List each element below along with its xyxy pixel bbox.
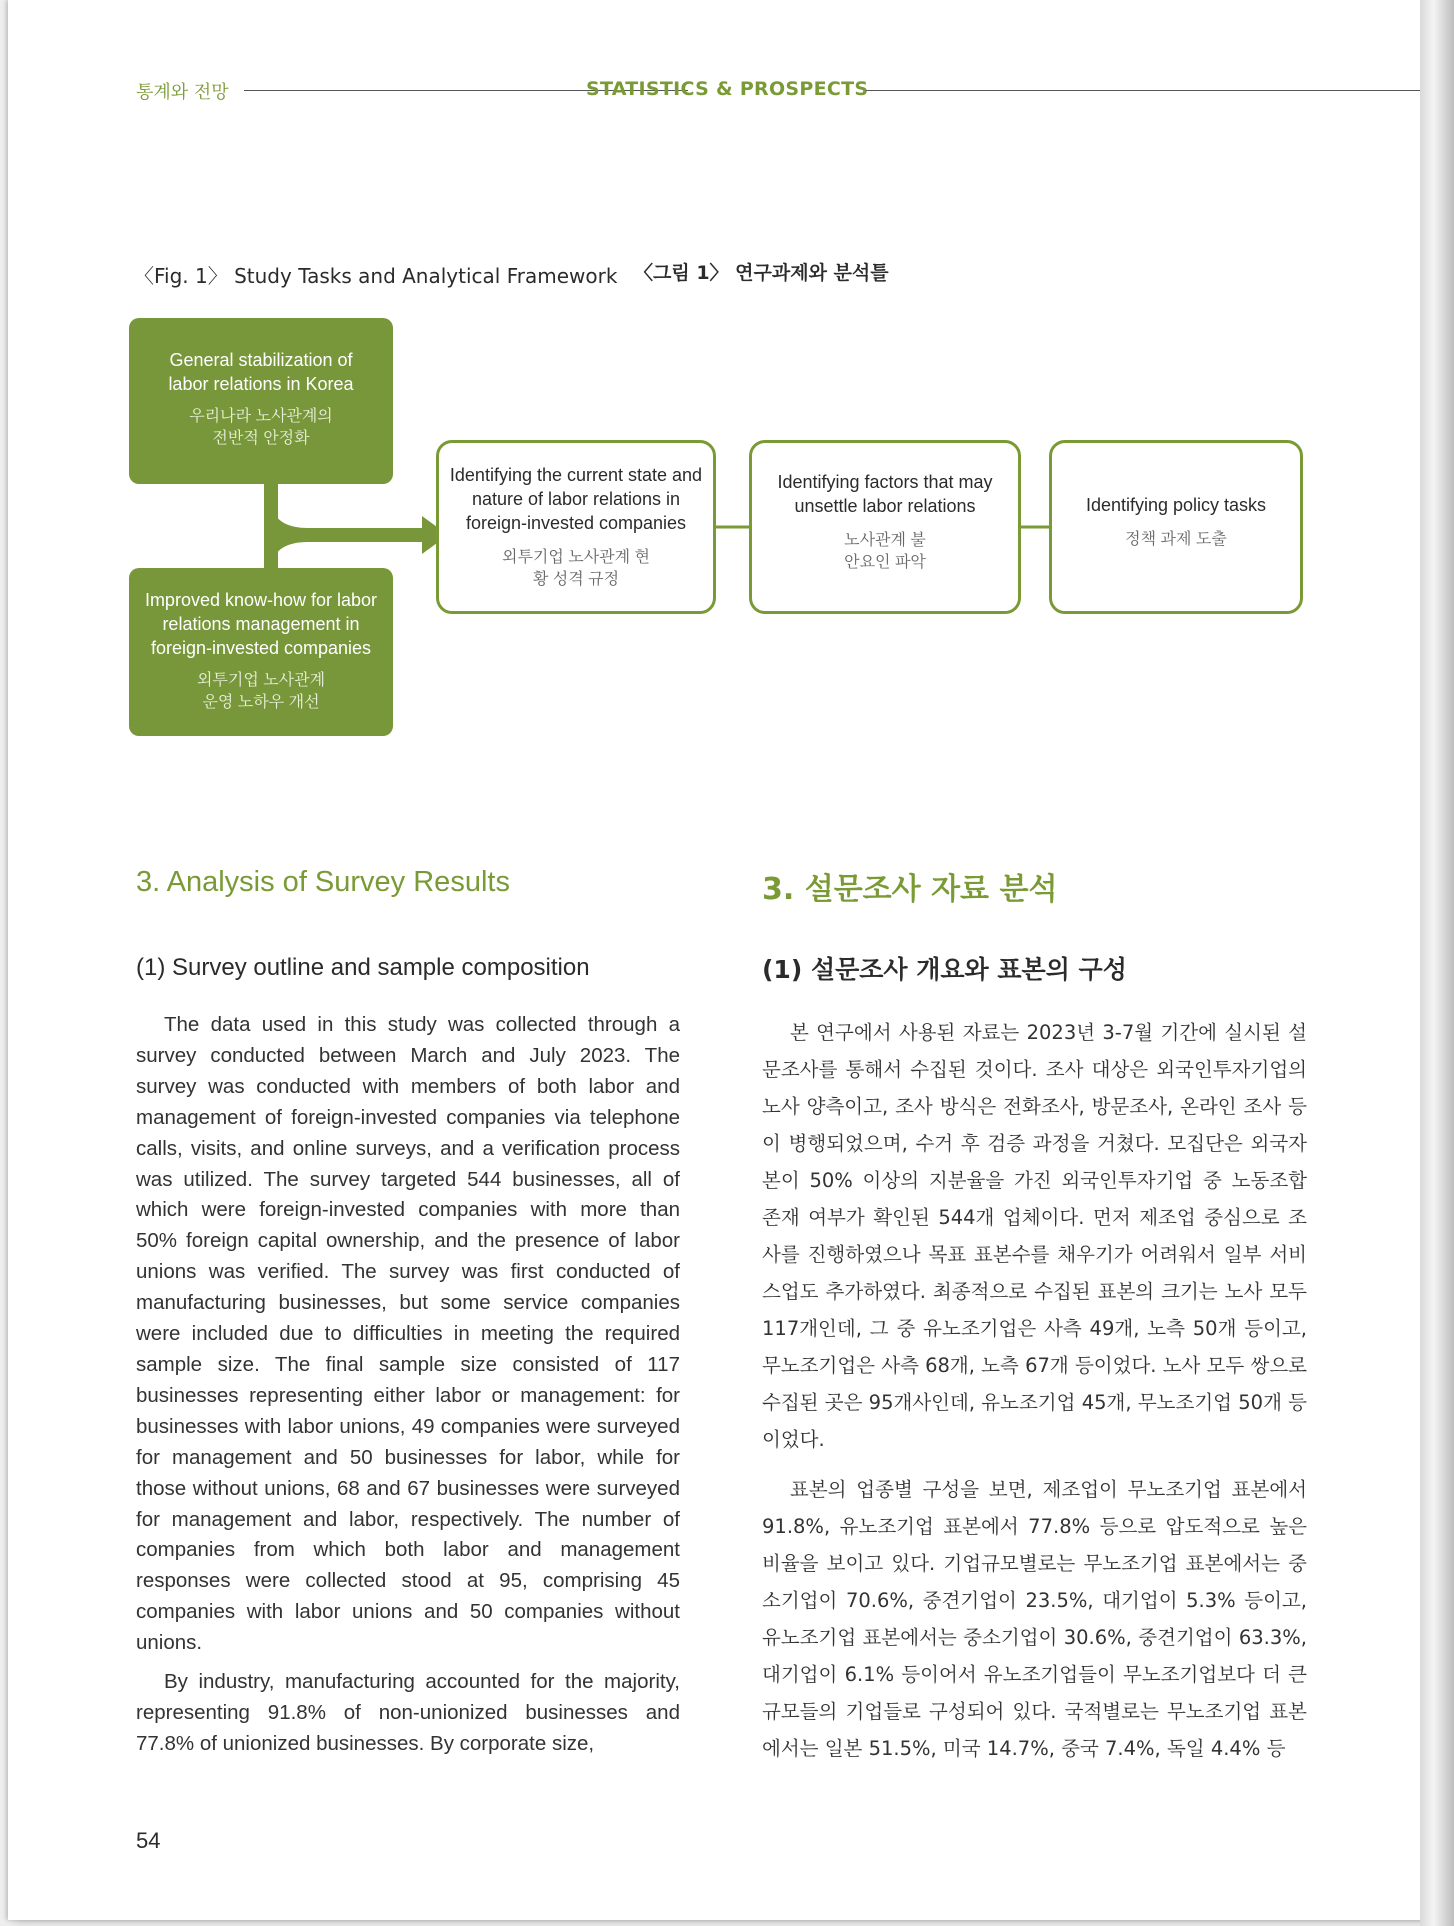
subheading-en: (1) Survey outline and sample composition (136, 954, 590, 981)
step-box-unsettling-factors-ko: 노사관계 불안요인 파악 (844, 532, 926, 571)
step-box-current-state-ko: 외투기업 노사관계 현황 성격 규정 (502, 549, 650, 588)
figure-caption-en: 〈Fig. 1〉 Study Tasks and Analytical Framework (134, 264, 618, 288)
step-box-policy-tasks-en: Identifying policy tasks (1085, 495, 1267, 515)
input-box-know-how-en: Improved know-how for labor relations management in foreign-invested companies (144, 590, 378, 658)
header-korean-title: 통계와 전망 (136, 82, 229, 103)
step-box-current-state (436, 440, 716, 614)
english-paragraph: The data used in this study was collected through a survey conducted between March and July 2023. The survey was conducted with members of both labor and management of foreign-invested companies via telephone calls, visits, and online surveys, and a verification process was utilized. The survey targeted 544 businesses, all of which were foreign-invested companies with more than 50% foreign capital ownership, and the presence of labor unions was verified. The survey was first conducted of manufacturing businesses, but some service companies were included due to difficulties in meeting the required sample size. The final sample size consisted of 117 businesses representing either labor or management: for businesses with labor unions, 49 companies were surveyed for management and 50 businesses for labor, while for those without unions, 68 and 67 businesses were surveyed for management and labor, respectively. The number of companies from which both labor and management responses were collected stood at 95, comprising 45 companies with labor unions and 50 companies without unions. (136, 1013, 680, 1655)
step-box-unsettling-factors-en: Identifying factors that may unsettle labor relations (777, 472, 993, 516)
figure-caption-ko: 〈그림 1〉 연구과제와 분석틀 (634, 262, 889, 284)
step-box-current-state-en: Identifying the current state and nature of labor relations in foreign-invested companies (449, 465, 703, 533)
page-edge (1420, 0, 1454, 1926)
merge-arrow (264, 484, 448, 574)
input-box-know-how-ko: 외투기업 노사관계 운영 노하우 개선 (196, 672, 326, 711)
page-number: 54 (136, 1828, 161, 1853)
step-box-unsettling-factors (749, 440, 1021, 614)
input-box-stabilization (129, 318, 393, 484)
korean-paragraph: 표본의 업종별 구성을 보면, 제조업이 무노조기업 표본에서 91.8%, 유노조기업 표본에서 77.8% 등으로 압도적으로 높은 비율을 보이고 있다. 기업규모별로는 무노조기업 표본에서는 중소기업이 70.6%, 중견기업이 23.5%, 대기업이 5.3% 등이고, 유노조기업 표본에서는 중소기업이 30.6%, 중견기업이 63.3%, 대기업이 6.1% 등이어서 유노조기업들이 무노조기업보다 더 큰 규모들의 기업들로 구성되어 있다. 국적별로는 무노조기업 표본에서는 일본 51.5%, 미국 14.7%, 중국 7.4%, 독일 4.4% 등 (762, 1478, 1307, 1760)
step-box-policy-tasks (1049, 440, 1303, 614)
step-box-policy-tasks-ko: 정책 과제 도출 (1125, 531, 1227, 548)
subheading-ko: (1) 설문조사 개요와 표본의 구성 (762, 955, 1127, 984)
header-english-title: STATISTICS & PROSPECTS (586, 78, 869, 100)
input-box-stabilization-ko: 우리나라 노사관계의 전반적 안정화 (189, 408, 333, 447)
input-box-know-how (129, 568, 393, 736)
input-box-stabilization-en: General stabilization of labor relations in Korea (168, 350, 354, 394)
section-heading-ko: 3. 설문조사 자료 분석 (762, 872, 1058, 907)
korean-column (762, 1014, 1307, 1767)
section-heading-en: 3. Analysis of Survey Results (136, 866, 510, 898)
english-column (136, 1010, 680, 1760)
korean-paragraph: 본 연구에서 사용된 자료는 2023년 3-7월 기간에 실시된 설문조사를 통해서 수집된 것이다. 조사 대상은 외국인투자기업의 노사 양측이고, 조사 방식은 전화조사, 방문조사, 온라인 조사 등이 병행되었으며, 수거 후 검증 과정을 거쳤다. 모집단은 외국자본이 50% 이상의 지분율을 가진 외국인투자기업 중 노동조합 존재 여부가 확인된 544개 업체이다. 먼저 제조업 중심으로 조사를 진행하였으나 목표 표본수를 채우기가 어려워서 일부 서비스업도 추가하였다. 최종적으로 수집된 표본의 크기는 노사 모두 117개인데, 그 중 유노조기업은 사측 49개, 노측 50개 등이고, 무노조기업은 사측 68개, 노측 67개 등이었다. 노사 모두 쌍으로 수집된 곳은 95개사인데, 유노조기업 45개, 무노조기업 50개 등이었다. (762, 1021, 1307, 1451)
english-paragraph: By industry, manufacturing accounted for the majority, representing 91.8% of non-unionized businesses and 77.8% of unionized businesses. By corporate size, (136, 1670, 680, 1755)
page (8, 0, 1424, 1920)
